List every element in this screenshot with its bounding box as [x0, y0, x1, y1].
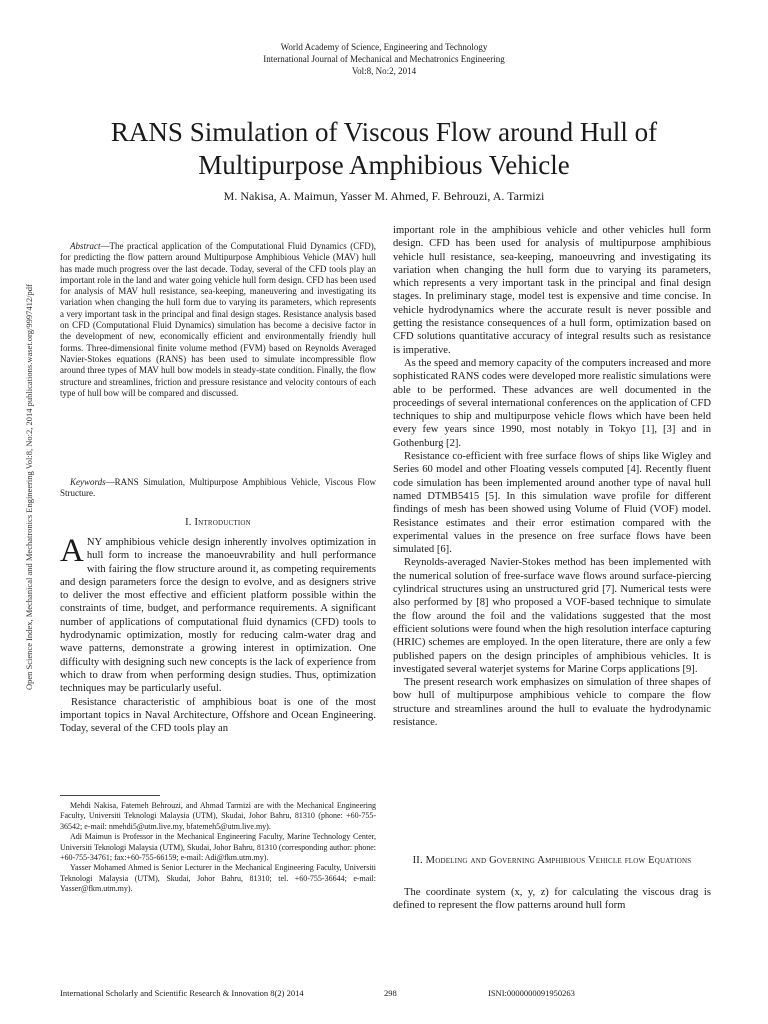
intro-paragraph-3: As the speed and memory capacity of the computers increased and more sophisticated RANS codes were developed more realistic simulations were able to be performed. These advances are well documented in the proceedings of several international conferences on the application of CFD techniques to ship and multipurpose vehicle flows which have been held every few years since 1990, most notably in Tokyo [1], [3] and in Gothenburg [2]. — [393, 357, 711, 449]
footnote-2: Adi Maimun is Professor in the Mechanical Engineering Faculty, Marine Technology Center, Universiti Teknologi Malaysia (UTM), Skudai, Johor Bahru, 81310 (corresponding author: phone: +60-755-34761; fax:+60-755-66159; e-mail: Adi@fkm.utm.my). — [60, 832, 376, 863]
introduction-body — [60, 533, 376, 735]
footer-isni: ISNI:0000000091950263 — [488, 988, 575, 998]
paper-title — [40, 116, 728, 182]
section2-paragraph-1: The coordinate system (x, y, z) for calculating the viscous drag is defined to represent the flow patterns around hull form — [393, 887, 711, 912]
intro-paragraph-2-continued: important role in the amphibious vehicle and other vehicles hull form design. CFD has been used for analysis of multipurpose amphibious vehicle hull resistance, sea-keeping, manoeuvring and investigating its variation when changing the hull form due to varying its parameters, which represents a very important task in the principal and final design stages. In preliminary stage, model test is expensive and time concise. In vehicle hydrodynamics where the accurate result is never possible and getting the resistance consequences of a hull form, optimization based on CFD solutions quantitative accuracy of integral results such as resistance is imperative. — [393, 225, 711, 356]
author-list: M. Nakisa, A. Maimun, Yasser M. Ahmed, F. Behrouzi, A. Tarmizi — [223, 189, 545, 203]
footnote-1: Mehdi Nakisa, Fatemeh Behrouzi, and Ahmad Tarmizi are with the Mechanical Engineering Faculty, Universiti Teknologi Malaysia (UTM), Skudai, Johor Bahru, 81310 (phone: +60-755-36542; e-mail: nmehdi5@utm.live.my, bfatemeh5@utm.live.my). — [60, 801, 376, 831]
footnote-3: Yasser Mohamed Ahmed is Senior Lecturer in the Mechanical Engineering Faculty, Universiti Teknologi Malaysia (UTM), Skudai, Johor Bahru, 81310; tel. +60-755-36644; e-mail: Yasser@fkm.utm.my). — [60, 863, 376, 894]
abstract-label: Abstract — [70, 241, 101, 251]
journal-subtitle: International Journal of Mechanical and Mechatronics Engineering — [263, 54, 505, 64]
footer-publisher: International Scholarly and Scientific Research & Innovation 8(2) 2014 — [60, 988, 304, 998]
keywords — [60, 477, 376, 500]
keywords-text: —RANS Simulation, Multipurpose Amphibious Vehicle, Viscous Flow Structure. — [60, 477, 376, 499]
abstract — [60, 241, 376, 399]
abstract-text: —The practical application of the Computational Fluid Dynamics (CFD), for predicting the flow pattern around Multipurpose Amphibious Vehicle (MAV) hull has made much progress over the last decade. Today, several of the CFD tools play an important role in the land and water going vehicle hull form design. CFD has been used for analysis of MAV hull resistance, sea-keeping, maneuvering and investigating its variation when changing the hull form due to varying its parameters, which represents a very important task in the principal and final design stages. Resistance analysis based on CFD (Computational Fluid Dynamics) simulation has become a decisive factor in the development of new, economically efficient and environmentally friendly hull forms. Three-dimensional finite volume method (FVM) based on Reynolds Averaged Navier-Stokes equations (RANS) has been used to simulate incompressible flow around three types of MAV hull bow models in steady-state condition. Finally, the flow structure and streamlines, friction and pressure resistance and velocity contours of each type of hull bow will be compared and discussed. — [60, 241, 376, 398]
keywords-label: Keywords — [70, 477, 106, 487]
section-heading-modeling: II. Modeling and Governing Amphibious Vehicle flow Equations — [412, 855, 692, 866]
intro-paragraph-6: The present research work emphasizes on simulation of three shapes of bow hull of multipurpose amphibious vehicle to compare the flow structure and streamlines around the hull to evaluate the hydrodynamic resistance. — [393, 677, 711, 728]
author-footnotes — [60, 801, 376, 895]
section2-body — [393, 886, 711, 913]
page-number: 298 — [384, 988, 397, 998]
side-citation: Open Science Index, Mechanical and Mechatronics Engineering Vol:8, No:2, 2014 publications.waset.org/9997412/pdf — [24, 284, 34, 690]
drop-cap: A — [60, 533, 84, 569]
title-line-2: Multipurpose Amphibious Vehicle — [198, 150, 570, 180]
intro-paragraph-2: Resistance characteristic of amphibious boat is one of the most important topics in Naval Architecture, Offshore and Ocean Engineering. Today, several of the CFD tools play an — [60, 696, 376, 735]
volume-info: Vol:8, No:2, 2014 — [351, 66, 417, 76]
intro-paragraph-4: Resistance co-efficient with free surface flows of ships like Wigley and Series 60 model and other Floating vessels computed [4]. Recently fluent code simulation has been implemented around another type of naval hull named DTMB5415 [5]. In this simulation wave profile for different findings of mesh has been showed using Volume of Fluid (VOF) model. Resistance estimates and their error estimation compared with the experimental values in the presence on free surface flows have been simulated [6]. — [393, 451, 711, 556]
right-column-body — [393, 224, 711, 729]
journal-name: World Academy of Science, Engineering and Technology — [280, 42, 488, 52]
title-line-1: RANS Simulation of Viscous Flow around Hull of — [110, 117, 658, 147]
intro-paragraph-5: Reynolds-averaged Navier-Stokes method has been implemented with the numerical solution of free-surface wave flows around surface-piercing cylindrical structures using an unstructured grid [7]. Numerical tests were also performed by [8] who proposed a VOF-based technique to simulate the flow around the foil and the validations suggested that the most efficient solutions were found when the high resolution interface capturing (HRIC) schemes are employed. In the open literature, there are only a few published papers on the design principles of amphibious vehicles. It is investigated several waterjet systems for Marine Corps applications [9]. — [393, 557, 711, 675]
intro-paragraph-1: ANY amphibious vehicle design inherently involves optimization in hull form to increase the manoeuvrability and hull performance with fairing the flow structure around it, as competing requirements and design parameters force the design to evolve, and as designers strive to deliver the most effective and efficient platform possible within the constraints of time, budget, and performance requirements. A significant number of applications of computational fluid dynamics (CFD) tools to hydrodynamic optimization, mostly for reducing calm-water drag and wave patterns, demonstrate a growing interest in optimization. One difficulty with designing such new concepts is the lack of experience from which to draw from when performing design studies. Thus, optimization techniques may be particularly useful. — [60, 533, 376, 695]
footnote-rule — [60, 795, 160, 796]
section-heading-introduction: I. Introduction — [185, 517, 251, 528]
